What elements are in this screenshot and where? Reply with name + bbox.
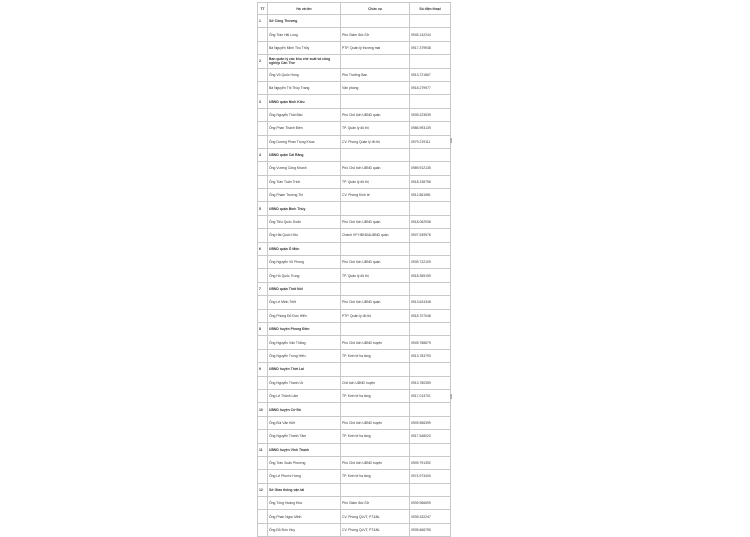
- empty-cell: [410, 148, 451, 161]
- person-name: Ông Đỗ Đức Huy: [268, 523, 341, 536]
- person-position: CV. Phòng Quản lý đô thị: [341, 135, 410, 148]
- group-title: UBND quận Cái Răng: [268, 148, 341, 161]
- person-name: Ông Lê Phước Hưng: [268, 470, 341, 483]
- person-name: Ông Hải Quốc Hữu: [268, 229, 341, 242]
- table-row: [258, 41, 451, 54]
- person-name: Ông Lê Minh Triết: [268, 296, 341, 309]
- person-phone: 0974.973400: [410, 470, 451, 483]
- table-row: [258, 497, 451, 510]
- person-position: Phó Trưởng Ban: [341, 68, 410, 81]
- table-row: [258, 309, 451, 322]
- empty-cell: [410, 55, 451, 68]
- person-position: Phó Chủ tịch UBND quận: [341, 296, 410, 309]
- person-phone: 0918.359199: [410, 269, 451, 282]
- empty-cell: [258, 336, 268, 349]
- header-tt: TT: [258, 3, 268, 15]
- person-phone: 0913.783793: [410, 349, 451, 362]
- group-number: 3: [258, 95, 268, 108]
- person-phone: 0913.780359: [410, 376, 451, 389]
- table-row: [258, 523, 451, 536]
- person-phone: 0917.013701: [410, 389, 451, 402]
- empty-cell: [410, 322, 451, 335]
- person-phone: 0939.966699: [410, 497, 451, 510]
- empty-cell: [258, 81, 268, 94]
- table-row: [258, 162, 451, 175]
- person-name: Ông Tống Hoàng Kha: [268, 497, 341, 510]
- person-phone: 0907.539976: [410, 229, 451, 242]
- page-edge-mark: [450, 138, 452, 143]
- group-row: [258, 483, 451, 496]
- empty-cell: [341, 242, 410, 255]
- person-name: Ông Dương Phan Trọng Khoa: [268, 135, 341, 148]
- person-phone: 0918.279977: [410, 81, 451, 94]
- person-position: TP. Kinh tế hạ tầng: [341, 349, 410, 362]
- empty-cell: [258, 189, 268, 202]
- empty-cell: [258, 215, 268, 228]
- empty-cell: [258, 510, 268, 523]
- header-name: Họ và tên: [268, 3, 341, 15]
- empty-cell: [258, 296, 268, 309]
- empty-cell: [410, 443, 451, 456]
- group-title: Sở Giao thông vận tải: [268, 483, 341, 496]
- person-position: TP. Kinh tế hạ tầng: [341, 389, 410, 402]
- person-phone: 0913.624348: [410, 296, 451, 309]
- person-phone: 0939.722109: [410, 256, 451, 269]
- person-name: Ông Nguyễn Trung Hiếu: [268, 349, 341, 362]
- table-row: [258, 108, 451, 121]
- header-phone: Số điện thoại: [410, 3, 451, 15]
- person-position: Phó Chủ tịch UBND quận: [341, 256, 410, 269]
- empty-cell: [258, 389, 268, 402]
- table-row: [258, 28, 451, 41]
- group-number: 6: [258, 242, 268, 255]
- table-row: [258, 229, 451, 242]
- person-position: Chánh VP HĐND&UBND quận: [341, 229, 410, 242]
- person-phone: 0939.666795: [410, 523, 451, 536]
- empty-cell: [258, 456, 268, 469]
- empty-cell: [258, 430, 268, 443]
- table-row: [258, 456, 451, 469]
- person-name: Ông Võ Quốc Hùng: [268, 68, 341, 81]
- person-name: Ông Bùi Văn Kiệt: [268, 416, 341, 429]
- person-phone: 0945.142244: [410, 28, 451, 41]
- empty-cell: [258, 28, 268, 41]
- empty-cell: [258, 229, 268, 242]
- person-phone: 0986.993139: [410, 122, 451, 135]
- person-name: Ông Phan Ngọc Minh: [268, 510, 341, 523]
- person-phone: 0918.238796: [410, 175, 451, 188]
- person-phone: 0913.721867: [410, 68, 451, 81]
- empty-cell: [410, 483, 451, 496]
- person-position: TP. Kinh tế hạ tầng: [341, 470, 410, 483]
- person-phone: 0912.861981: [410, 189, 451, 202]
- table-body: [258, 15, 451, 537]
- group-number: 1: [258, 15, 268, 28]
- person-phone: 0918.062938: [410, 215, 451, 228]
- table-row: [258, 416, 451, 429]
- group-number: 5: [258, 202, 268, 215]
- table-row: [258, 215, 451, 228]
- person-position: Phó Chủ tịch UBND quận: [341, 108, 410, 121]
- person-phone: 0939.332247: [410, 510, 451, 523]
- empty-cell: [341, 202, 410, 215]
- person-name: Bà Nguyễn Minh Thu Thủy: [268, 41, 341, 54]
- group-title: Sở Công Thương: [268, 15, 341, 28]
- person-phone: 0917.379938: [410, 41, 451, 54]
- empty-cell: [341, 95, 410, 108]
- person-name: Ông Vương Công Khanh: [268, 162, 341, 175]
- empty-cell: [258, 470, 268, 483]
- empty-cell: [410, 403, 451, 416]
- group-row: [258, 242, 451, 255]
- group-number: 12: [258, 483, 268, 496]
- person-phone: 0909.791392: [410, 456, 451, 469]
- group-number: 7: [258, 282, 268, 295]
- empty-cell: [410, 242, 451, 255]
- table-row: [258, 510, 451, 523]
- person-name: Ông Trần Tuấn Trình: [268, 175, 341, 188]
- person-phone: 0979.219111: [410, 135, 451, 148]
- group-title: UBND quận Ô Môn: [268, 242, 341, 255]
- header-row: [258, 3, 451, 15]
- empty-cell: [258, 523, 268, 536]
- person-name: Ông Trần Xuân Phương: [268, 456, 341, 469]
- group-title: UBND huyện Cờ Đỏ: [268, 403, 341, 416]
- person-position: Chủ tịch UBND huyện: [341, 376, 410, 389]
- group-row: [258, 15, 451, 28]
- person-name: Ông Tiêu Quốc Doãn: [268, 215, 341, 228]
- person-phone: 0949.788879: [410, 336, 451, 349]
- table-row: [258, 470, 451, 483]
- person-position: Phó Chủ tịch UBND quận: [341, 215, 410, 228]
- group-number: 9: [258, 363, 268, 376]
- person-position: Phó Chủ tịch UBND quận: [341, 162, 410, 175]
- person-name: Ông Nguyễn Vũ Phong: [268, 256, 341, 269]
- table-row: [258, 175, 451, 188]
- empty-cell: [410, 282, 451, 295]
- empty-cell: [258, 108, 268, 121]
- person-position: CV. Phòng QLVT, PT&NL: [341, 523, 410, 536]
- empty-cell: [410, 202, 451, 215]
- contact-table: [257, 2, 451, 537]
- page-edge-mark: [450, 394, 452, 399]
- person-position: TP. Quản lý đô thị: [341, 269, 410, 282]
- person-name: Ông Lê Thành Lâm: [268, 389, 341, 402]
- empty-cell: [258, 497, 268, 510]
- empty-cell: [341, 55, 410, 68]
- person-name: Ông Nguyễn Thanh Tâm: [268, 430, 341, 443]
- person-position: Phó Chủ tịch UBND huyện: [341, 456, 410, 469]
- group-title: UBND huyện Thới Lai: [268, 363, 341, 376]
- group-title: UBND quận Ninh Kiều: [268, 95, 341, 108]
- empty-cell: [258, 256, 268, 269]
- group-number: 11: [258, 443, 268, 456]
- group-row: [258, 322, 451, 335]
- empty-cell: [258, 135, 268, 148]
- person-position: Phó Giám đốc Sở: [341, 497, 410, 510]
- table-row: [258, 296, 451, 309]
- table-row: [258, 430, 451, 443]
- empty-cell: [341, 363, 410, 376]
- empty-cell: [410, 363, 451, 376]
- table-row: [258, 256, 451, 269]
- group-title: UBND huyện Phong Điền: [268, 322, 341, 335]
- table-row: [258, 122, 451, 135]
- header-position: Chức vụ: [341, 3, 410, 15]
- group-row: [258, 95, 451, 108]
- empty-cell: [341, 148, 410, 161]
- group-number: 4: [258, 148, 268, 161]
- person-phone: 0917.548020: [410, 430, 451, 443]
- table-row: [258, 389, 451, 402]
- person-position: TP. Quản lý đô thị: [341, 122, 410, 135]
- person-position: Phó Chủ tịch UBND huyện: [341, 336, 410, 349]
- table-row: [258, 376, 451, 389]
- person-phone: 0909.556399: [410, 416, 451, 429]
- person-name: Ông Phan Thanh Điền: [268, 122, 341, 135]
- empty-cell: [258, 309, 268, 322]
- group-row: [258, 148, 451, 161]
- person-position: Văn phòng: [341, 81, 410, 94]
- group-number: 8: [258, 322, 268, 335]
- empty-cell: [341, 403, 410, 416]
- empty-cell: [410, 15, 451, 28]
- group-title: UBND huyện Vĩnh Thạnh: [268, 443, 341, 456]
- group-row: [258, 443, 451, 456]
- person-phone: 0989.912135: [410, 162, 451, 175]
- empty-cell: [258, 162, 268, 175]
- group-row: [258, 363, 451, 376]
- person-position: TP. Quản lý đô thị: [341, 175, 410, 188]
- person-phone: 0918.707048: [410, 309, 451, 322]
- group-row: [258, 202, 451, 215]
- table-row: [258, 68, 451, 81]
- person-phone: 0939.223539: [410, 108, 451, 121]
- empty-cell: [258, 349, 268, 362]
- empty-cell: [341, 483, 410, 496]
- group-number: 2: [258, 55, 268, 68]
- person-name: Bà Nguyễn Thị Thùy Trang: [268, 81, 341, 94]
- empty-cell: [258, 41, 268, 54]
- group-row: [258, 55, 451, 68]
- table-row: [258, 349, 451, 362]
- empty-cell: [410, 95, 451, 108]
- empty-cell: [258, 416, 268, 429]
- empty-cell: [258, 68, 268, 81]
- contact-sheet: [257, 2, 450, 537]
- group-number: 10: [258, 403, 268, 416]
- person-position: TP. Kinh tế hạ tầng: [341, 430, 410, 443]
- person-position: Phó Giám đốc Sở: [341, 28, 410, 41]
- person-name: Ông Phùng Đỗ Đức Hiển: [268, 309, 341, 322]
- group-title: Ban quản lý các khu chế xuất và công nghiệp Cần Thơ: [268, 55, 341, 68]
- person-position: CV. Phòng QLVT, PT&NL: [341, 510, 410, 523]
- empty-cell: [341, 443, 410, 456]
- person-position: Phó Chủ tịch UBND huyện: [341, 416, 410, 429]
- person-name: Ông Nguyễn Văn Thắng: [268, 336, 341, 349]
- table-row: [258, 81, 451, 94]
- empty-cell: [341, 322, 410, 335]
- person-name: Ông Nguyễn Thái Bảo: [268, 108, 341, 121]
- person-position: PTP. Quản lý thương mại: [341, 41, 410, 54]
- table-row: [258, 135, 451, 148]
- person-name: Ông Phạm Trường Thi: [268, 189, 341, 202]
- empty-cell: [341, 15, 410, 28]
- empty-cell: [258, 269, 268, 282]
- table-row: [258, 189, 451, 202]
- empty-cell: [341, 282, 410, 295]
- person-position: CV. Phòng Kinh tế: [341, 189, 410, 202]
- group-title: UBND quận Bình Thủy: [268, 202, 341, 215]
- person-name: Ông Hồ Quốc Trung: [268, 269, 341, 282]
- table-row: [258, 269, 451, 282]
- group-title: UBND quận Thốt Nốt: [268, 282, 341, 295]
- person-name: Ông Trần Hải Long: [268, 28, 341, 41]
- group-row: [258, 403, 451, 416]
- empty-cell: [258, 122, 268, 135]
- table-row: [258, 336, 451, 349]
- person-position: PTP. Quản lý đô thị: [341, 309, 410, 322]
- empty-cell: [258, 376, 268, 389]
- person-name: Ông Nguyễn Thanh Út: [268, 376, 341, 389]
- group-row: [258, 282, 451, 295]
- empty-cell: [258, 175, 268, 188]
